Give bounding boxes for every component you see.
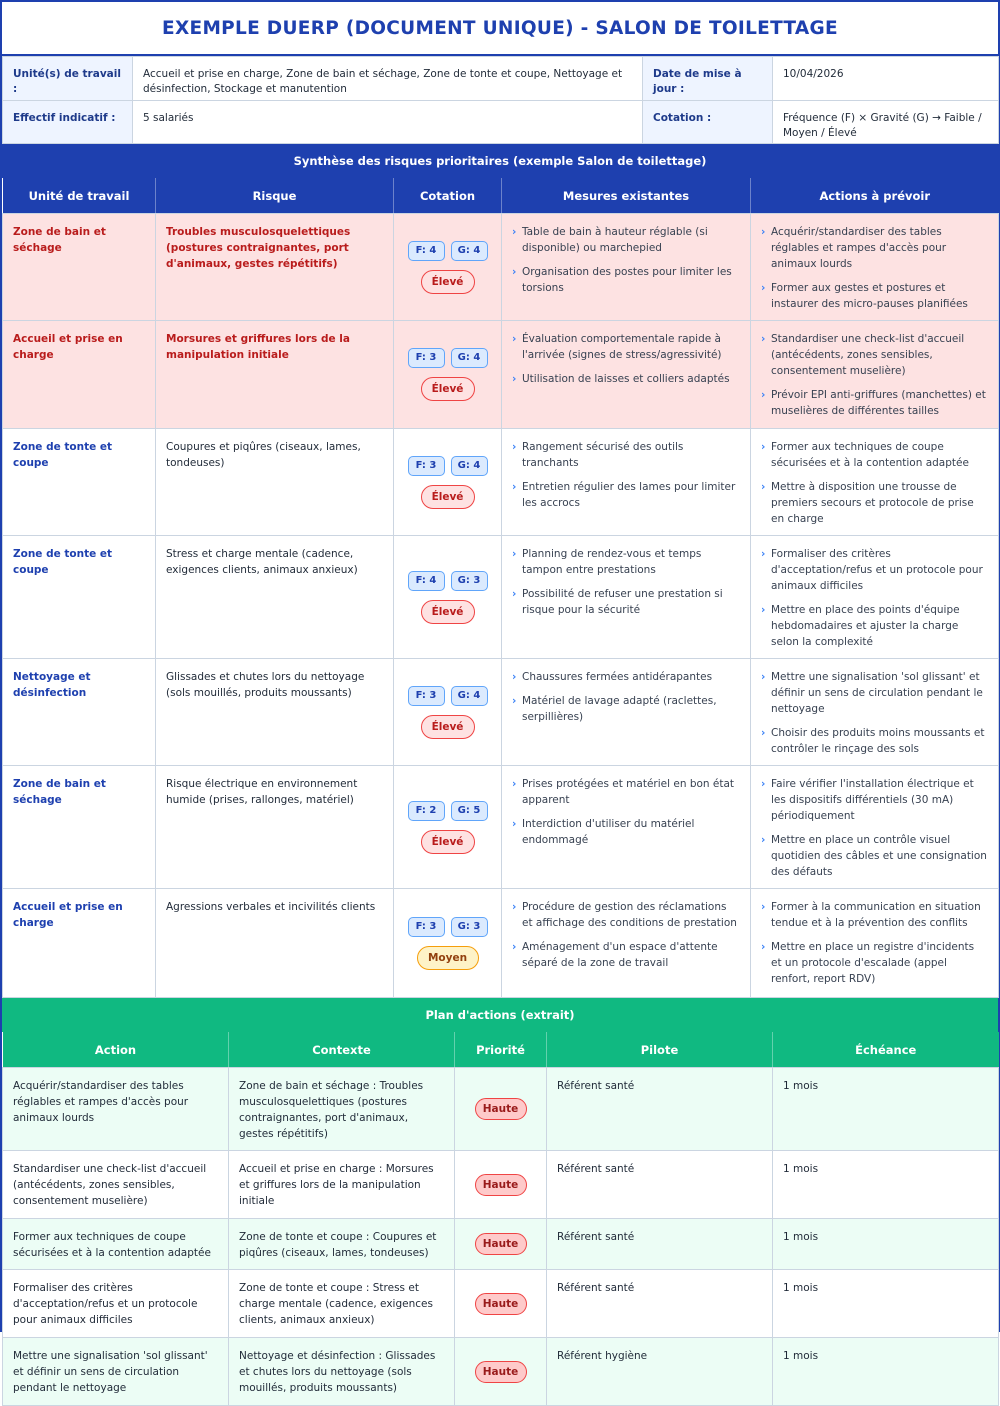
risk-text: Agressions verbales et incivilités clients bbox=[166, 901, 376, 913]
mesures-cell bbox=[502, 536, 751, 659]
risk-cell bbox=[156, 536, 394, 659]
cotation-cell bbox=[394, 766, 502, 889]
actions-item: › Mettre une signalisation 'sol glissant' et définir un sens de circulation pendant le nettoyage bbox=[761, 669, 988, 717]
unit-name: Zone de bain et séchage bbox=[13, 778, 106, 806]
pilote-cell: Référent hygiène bbox=[547, 1338, 773, 1406]
cotation-cell bbox=[394, 889, 502, 998]
mesures-item: › Organisation des postes pour limiter les torsions bbox=[512, 264, 740, 296]
mesures-cell bbox=[502, 889, 751, 998]
priorite-cell bbox=[455, 1068, 547, 1151]
risk-cell bbox=[156, 321, 394, 429]
level-badge: Élevé bbox=[421, 270, 475, 294]
unit-cell bbox=[3, 766, 156, 889]
header-cotation: Cotation bbox=[394, 178, 502, 213]
level-badge: Élevé bbox=[421, 600, 475, 624]
effectif-label: Effectif indicatif : bbox=[3, 101, 133, 144]
plan-title: Plan d'actions (extrait) bbox=[2, 998, 998, 1032]
unit-cell bbox=[3, 429, 156, 536]
action-cell: Formaliser des critères d'acceptation/refus et un protocole pour animaux difficiles bbox=[3, 1270, 229, 1338]
date-label: Date de mise à jour : bbox=[643, 57, 773, 101]
risk-text: Stress et charge mentale (cadence, exigences clients, animaux anxieux) bbox=[166, 548, 358, 576]
gravite-badge: G: 3 bbox=[451, 917, 488, 937]
level-badge: Élevé bbox=[421, 715, 475, 739]
action-cell: Former aux techniques de coupe sécurisées et à la contention adaptée bbox=[3, 1219, 229, 1270]
risk-cell bbox=[156, 214, 394, 321]
header-action: Action bbox=[3, 1032, 229, 1067]
mesures-item: › Prises protégées et matériel en bon état apparent bbox=[512, 776, 740, 808]
header-pilote: Pilote bbox=[547, 1032, 773, 1067]
cotation-cell bbox=[394, 214, 502, 321]
actions-cell bbox=[751, 766, 999, 889]
actions-cell bbox=[751, 429, 999, 536]
action-cell: Standardiser une check-list d'accueil (antécédents, zones sensibles, consentement muselière) bbox=[3, 1151, 229, 1219]
unit-cell bbox=[3, 889, 156, 998]
priority-badge: Haute bbox=[475, 1293, 527, 1315]
risk-cell bbox=[156, 766, 394, 889]
cotation-cell bbox=[394, 429, 502, 536]
priority-badge: Haute bbox=[475, 1361, 527, 1383]
pilote-cell: Référent santé bbox=[547, 1219, 773, 1270]
pilote-cell: Référent santé bbox=[547, 1270, 773, 1338]
actions-cell bbox=[751, 321, 999, 429]
plan-row bbox=[3, 1338, 999, 1406]
actions-item: › Former aux gestes et postures et instaurer des micro-pauses planifiées bbox=[761, 280, 988, 312]
cotation-cell bbox=[394, 659, 502, 766]
actions-item: › Former aux techniques de coupe sécurisées et à la contention adaptée bbox=[761, 439, 988, 471]
mesures-cell bbox=[502, 214, 751, 321]
actions-item: › Mettre en place un registre d'incidents et un protocole d'escalade (appel renfort, report RDV) bbox=[761, 939, 988, 987]
frequence-badge: F: 3 bbox=[408, 348, 445, 368]
cotation-cell bbox=[394, 321, 502, 429]
actions-item: › Standardiser une check-list d'accueil (antécédents, zones sensibles, consentement muselière) bbox=[761, 331, 988, 379]
gravite-badge: G: 4 bbox=[451, 456, 488, 476]
gravite-badge: G: 3 bbox=[451, 571, 488, 591]
actions-item: › Former à la communication en situation tendue et à la prévention des conflits bbox=[761, 899, 988, 931]
risk-cell bbox=[156, 429, 394, 536]
actions-item: › Prévoir EPI anti-griffures (manchettes) et muselières de différentes tailles bbox=[761, 387, 988, 419]
actions-cell bbox=[751, 659, 999, 766]
action-cell: Mettre une signalisation 'sol glissant' et définir un sens de circulation pendant le nettoyage bbox=[3, 1338, 229, 1406]
priorite-cell bbox=[455, 1270, 547, 1338]
risk-row bbox=[3, 214, 999, 321]
document-title: EXEMPLE DUERP (DOCUMENT UNIQUE) - SALON DE TOILETTAGE bbox=[2, 2, 998, 56]
risk-text: Coupures et piqûres (ciseaux, lames, tondeuses) bbox=[166, 441, 361, 469]
actions-cell bbox=[751, 536, 999, 659]
frequence-badge: F: 3 bbox=[408, 456, 445, 476]
unit-name: Nettoyage et désinfection bbox=[13, 671, 91, 699]
info-table bbox=[2, 56, 999, 144]
header-echeance: Échéance bbox=[773, 1032, 999, 1067]
cotation-value: Fréquence (F) × Gravité (G) → Faible / Moyen / Élevé bbox=[773, 101, 999, 144]
actions-item: › Mettre en place des points d'équipe hebdomadaires et ajuster la charge selon la complexité bbox=[761, 602, 988, 650]
unit-cell bbox=[3, 659, 156, 766]
priority-badge: Haute bbox=[475, 1098, 527, 1120]
actions-cell bbox=[751, 889, 999, 998]
frequence-badge: F: 4 bbox=[408, 241, 445, 261]
echeance-cell: 1 mois bbox=[773, 1151, 999, 1219]
contexte-cell: Zone de bain et séchage : Troubles musculosquelettiques (postures contraignantes, port d'animaux, gestes répétitifs) bbox=[229, 1068, 455, 1151]
effectif-value: 5 salariés bbox=[133, 101, 643, 144]
contexte-cell: Zone de tonte et coupe : Coupures et piqûres (ciseaux, lames, tondeuses) bbox=[229, 1219, 455, 1270]
unit-name: Zone de tonte et coupe bbox=[13, 548, 113, 576]
unit-name: Zone de tonte et coupe bbox=[13, 441, 113, 469]
mesures-cell bbox=[502, 766, 751, 889]
mesures-item: › Chaussures fermées antidérapantes bbox=[512, 669, 740, 685]
actions-item: › Formaliser des critères d'acceptation/refus et un protocole pour animaux difficiles bbox=[761, 546, 988, 594]
echeance-cell: 1 mois bbox=[773, 1338, 999, 1406]
level-badge: Élevé bbox=[421, 377, 475, 401]
mesures-item: › Procédure de gestion des réclamations et affichage des conditions de prestation bbox=[512, 899, 740, 931]
risk-row bbox=[3, 321, 999, 429]
pilote-cell: Référent santé bbox=[547, 1151, 773, 1219]
synthese-title: Synthèse des risques prioritaires (exemple Salon de toilettage) bbox=[2, 144, 998, 178]
mesures-item: › Interdiction d'utiliser du matériel endommagé bbox=[512, 816, 740, 848]
level-badge: Élevé bbox=[421, 830, 475, 854]
mesures-item: › Table de bain à hauteur réglable (si disponible) ou marchepied bbox=[512, 224, 740, 256]
risk-text: Troubles musculosquelettiques (postures contraignantes, port d'animaux, gestes répétitifs) bbox=[166, 226, 351, 270]
unit-name: Accueil et prise en charge bbox=[13, 901, 123, 929]
plan-table bbox=[2, 1067, 999, 1406]
synthese-table bbox=[2, 213, 999, 998]
unit-cell bbox=[3, 536, 156, 659]
risk-row bbox=[3, 889, 999, 998]
header-risque: Risque bbox=[156, 178, 394, 213]
unites-value: Accueil et prise en charge, Zone de bain et séchage, Zone de tonte et coupe, Nettoyage et désinfection, Stockage et manutention bbox=[133, 57, 643, 101]
unit-cell bbox=[3, 321, 156, 429]
mesures-item: › Planning de rendez-vous et temps tampon entre prestations bbox=[512, 546, 740, 578]
header-priorite: Priorité bbox=[455, 1032, 547, 1067]
contexte-cell: Nettoyage et désinfection : Glissades et chutes lors du nettoyage (sols mouillés, produits moussants) bbox=[229, 1338, 455, 1406]
priority-badge: Haute bbox=[475, 1233, 527, 1255]
priorite-cell bbox=[455, 1151, 547, 1219]
risk-text: Risque électrique en environnement humide (prises, rallonges, matériel) bbox=[166, 778, 358, 806]
risk-cell bbox=[156, 659, 394, 766]
frequence-badge: F: 3 bbox=[408, 917, 445, 937]
plan-row bbox=[3, 1068, 999, 1151]
priorite-cell bbox=[455, 1338, 547, 1406]
plan-row bbox=[3, 1270, 999, 1338]
mesures-cell bbox=[502, 321, 751, 429]
risk-cell bbox=[156, 889, 394, 998]
pilote-cell: Référent santé bbox=[547, 1068, 773, 1151]
gravite-badge: G: 5 bbox=[451, 801, 488, 821]
frequence-badge: F: 4 bbox=[408, 571, 445, 591]
actions-item: › Acquérir/standardiser des tables réglables et rampes d'accès pour animaux lourds bbox=[761, 224, 988, 272]
frequence-badge: F: 3 bbox=[408, 686, 445, 706]
date-value: 10/04/2026 bbox=[773, 57, 999, 101]
plan-row bbox=[3, 1219, 999, 1270]
gravite-badge: G: 4 bbox=[451, 241, 488, 261]
header-unite: Unité de travail bbox=[3, 178, 156, 213]
mesures-item: › Entretien régulier des lames pour limiter les accrocs bbox=[512, 479, 740, 511]
priority-badge: Haute bbox=[475, 1174, 527, 1196]
mesures-cell bbox=[502, 659, 751, 766]
echeance-cell: 1 mois bbox=[773, 1068, 999, 1151]
contexte-cell: Accueil et prise en charge : Morsures et griffures lors de la manipulation initiale bbox=[229, 1151, 455, 1219]
frequence-badge: F: 2 bbox=[408, 801, 445, 821]
synthese-header bbox=[2, 178, 999, 213]
level-badge: Élevé bbox=[421, 485, 475, 509]
mesures-item: › Matériel de lavage adapté (raclettes, serpillières) bbox=[512, 693, 740, 725]
risk-row bbox=[3, 536, 999, 659]
mesures-item: › Utilisation de laisses et colliers adaptés bbox=[512, 371, 740, 387]
unit-cell bbox=[3, 214, 156, 321]
risk-row bbox=[3, 766, 999, 889]
risk-row bbox=[3, 429, 999, 536]
echeance-cell: 1 mois bbox=[773, 1270, 999, 1338]
header-actions: Actions à prévoir bbox=[751, 178, 999, 213]
actions-item: › Choisir des produits moins moussants et contrôler le rinçage des sols bbox=[761, 725, 988, 757]
gravite-badge: G: 4 bbox=[451, 686, 488, 706]
unit-name: Accueil et prise en charge bbox=[13, 333, 123, 361]
mesures-cell bbox=[502, 429, 751, 536]
risk-text: Glissades et chutes lors du nettoyage (sols mouillés, produits moussants) bbox=[166, 671, 365, 699]
contexte-cell: Zone de tonte et coupe : Stress et charge mentale (cadence, exigences clients, animaux anxieux) bbox=[229, 1270, 455, 1338]
actions-item: › Mettre à disposition une trousse de premiers secours et protocole de prise en charge bbox=[761, 479, 988, 527]
actions-item: › Faire vérifier l'installation électrique et les dispositifs différentiels (30 mA) périodiquement bbox=[761, 776, 988, 824]
cotation-cell bbox=[394, 536, 502, 659]
risk-text: Morsures et griffures lors de la manipulation initiale bbox=[166, 333, 350, 361]
unit-name: Zone de bain et séchage bbox=[13, 226, 106, 254]
echeance-cell: 1 mois bbox=[773, 1219, 999, 1270]
risk-row bbox=[3, 659, 999, 766]
priorite-cell bbox=[455, 1219, 547, 1270]
actions-cell bbox=[751, 214, 999, 321]
level-badge: Moyen bbox=[417, 946, 479, 970]
unites-label: Unité(s) de travail : bbox=[3, 57, 133, 101]
gravite-badge: G: 4 bbox=[451, 348, 488, 368]
plan-row bbox=[3, 1151, 999, 1219]
cotation-label: Cotation : bbox=[643, 101, 773, 144]
mesures-item: › Aménagement d'un espace d'attente séparé de la zone de travail bbox=[512, 939, 740, 971]
mesures-item: › Rangement sécurisé des outils tranchants bbox=[512, 439, 740, 471]
mesures-item: › Possibilité de refuser une prestation si risque pour la sécurité bbox=[512, 586, 740, 618]
action-cell: Acquérir/standardiser des tables réglables et rampes d'accès pour animaux lourds bbox=[3, 1068, 229, 1151]
header-contexte: Contexte bbox=[229, 1032, 455, 1067]
plan-header bbox=[2, 1032, 999, 1067]
mesures-item: › Évaluation comportementale rapide à l'arrivée (signes de stress/agressivité) bbox=[512, 331, 740, 363]
actions-item: › Mettre en place un contrôle visuel quotidien des câbles et une consignation des défauts bbox=[761, 832, 988, 880]
header-mesures: Mesures existantes bbox=[502, 178, 751, 213]
